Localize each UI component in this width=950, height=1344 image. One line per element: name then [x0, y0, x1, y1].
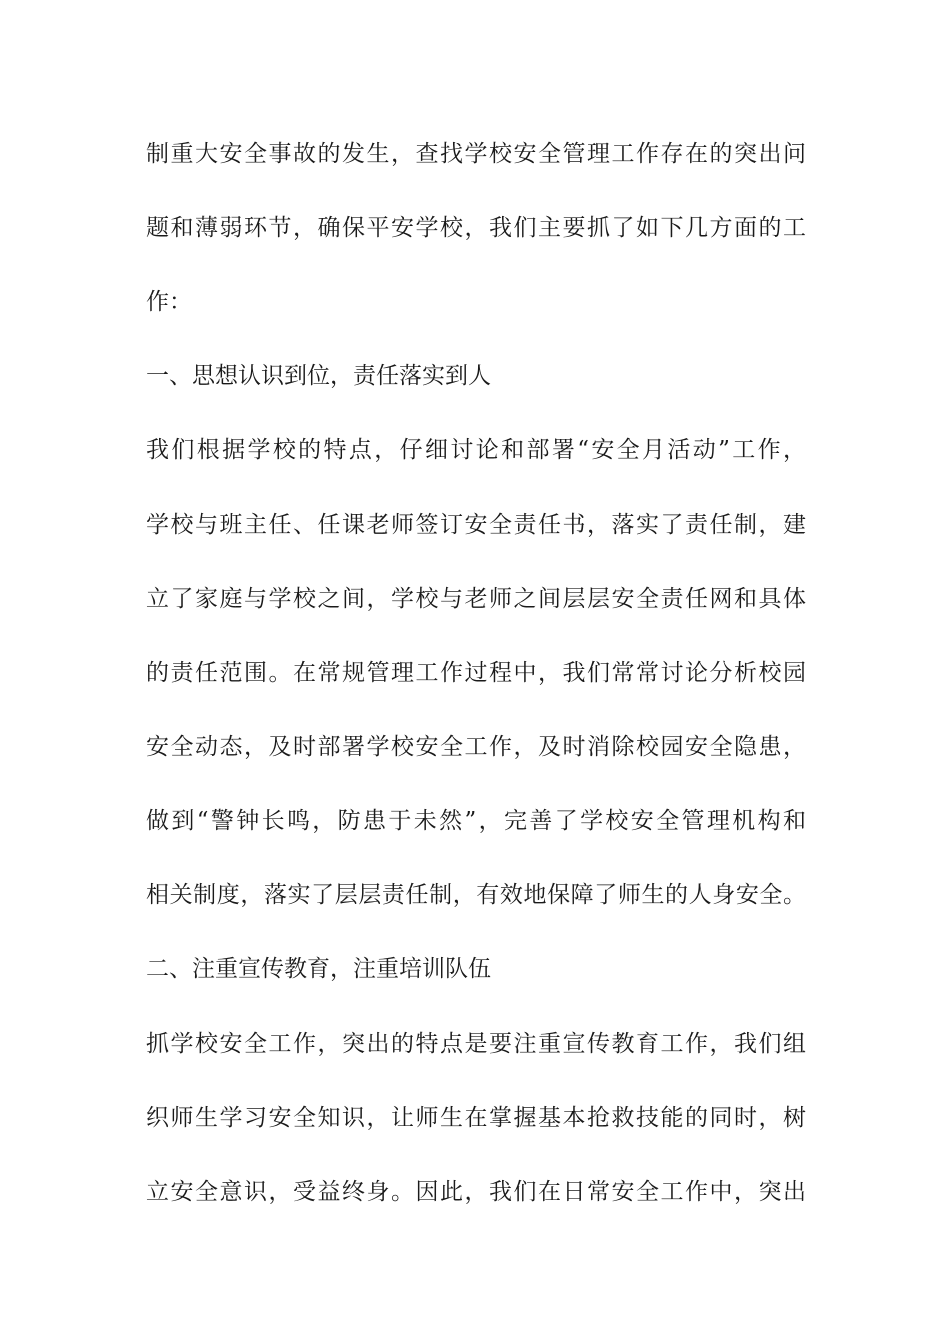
- body-text-line: 立了家庭与学校之间，学校与老师之间层层安全责任网和具体: [146, 586, 806, 612]
- body-text-line: 抓学校安全工作，突出的特点是要注重宣传教育工作，我们组: [146, 1031, 806, 1057]
- body-text-line: 题和薄弱环节，确保平安学校，我们主要抓了如下几方面的工: [146, 215, 806, 241]
- body-text-line: 作：: [146, 289, 192, 315]
- body-text-line: 做到“警钟长鸣，防患于未然”，完善了学校安全管理机构和: [146, 808, 806, 834]
- body-text-line: 我们根据学校的特点，仔细讨论和部署“安全月活动”工作，: [146, 437, 806, 463]
- body-text-line: 织师生学习安全知识，让师生在掌握基本抢救技能的同时，树: [146, 1105, 806, 1131]
- body-text-line: 学校与班主任、任课老师签订安全责任书，落实了责任制，建: [146, 512, 806, 538]
- body-text-line: 制重大安全事故的发生，查找学校安全管理工作存在的突出问: [146, 141, 806, 167]
- body-text-line: 相关制度，落实了层层责任制，有效地保障了师生的人身安全。: [146, 882, 806, 908]
- section-heading: 二、注重宣传教育，注重培训队伍: [146, 956, 491, 982]
- section-heading: 一、思想认识到位，责任落实到人: [146, 363, 491, 389]
- body-text-line: 安全动态，及时部署学校安全工作，及时消除校园安全隐患，: [146, 734, 806, 760]
- body-text-line: 的责任范围。在常规管理工作过程中，我们常常讨论分析校园: [146, 660, 806, 686]
- body-text-line: 立安全意识，受益终身。因此，我们在日常安全工作中，突出: [146, 1179, 806, 1205]
